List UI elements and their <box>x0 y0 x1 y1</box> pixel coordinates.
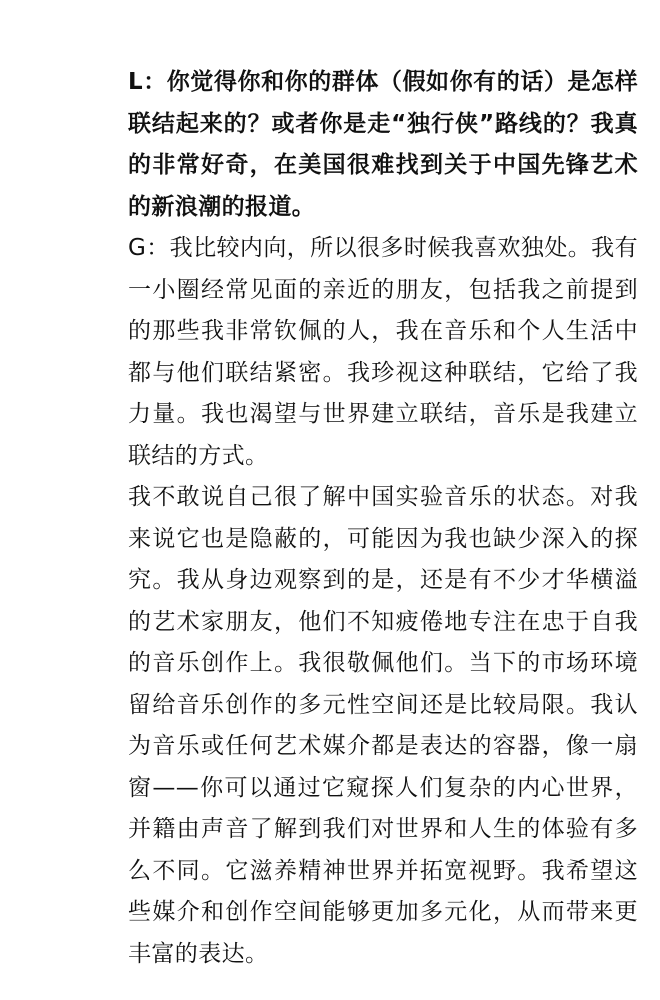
interviewer-question: L：你觉得你和你的群体（假如你有的话）是怎样联结起来的？或者你是走“独行侠”路线的？我真的非常好奇，在美国很难找到关于中国先锋艺术的新浪潮的报道。 <box>128 69 638 220</box>
interview-text-block <box>128 62 638 975</box>
answer-paragraph-1: G：我比较内向，所以很多时候我喜欢独处。我有一小圈经常见面的亲近的朋友，包括我之前提到的那些我非常钦佩的人，我在音乐和个人生活中都与他们联结紧密。我珍视这种联结，它给了我力量。我也渴望与世界建立联结，音乐是我建立联结的方式。 <box>128 235 638 469</box>
answer-paragraph-2: 我不敢说自己很了解中国实验音乐的状态。对我来说它也是隐蔽的，可能因为我也缺少深入的探究。我从身边观察到的是，还是有不少才华横溢的艺术家朋友，他们不知疲倦地专注在忠于自我的音乐创作上。我很敬佩他们。当下的市场环境留给音乐创作的多元性空间还是比较局限。我认为音乐或任何艺术媒介都是表达的容器，像一扇窗——你可以通过它窥探人们复杂的内心世界，并籍由声音了解到我们对世界和人生的体验有多么不同。它滋养精神世界并拓宽视野。我希望这些媒介和创作空间能够更加多元化，从而带来更丰富的表达。 <box>128 484 638 967</box>
